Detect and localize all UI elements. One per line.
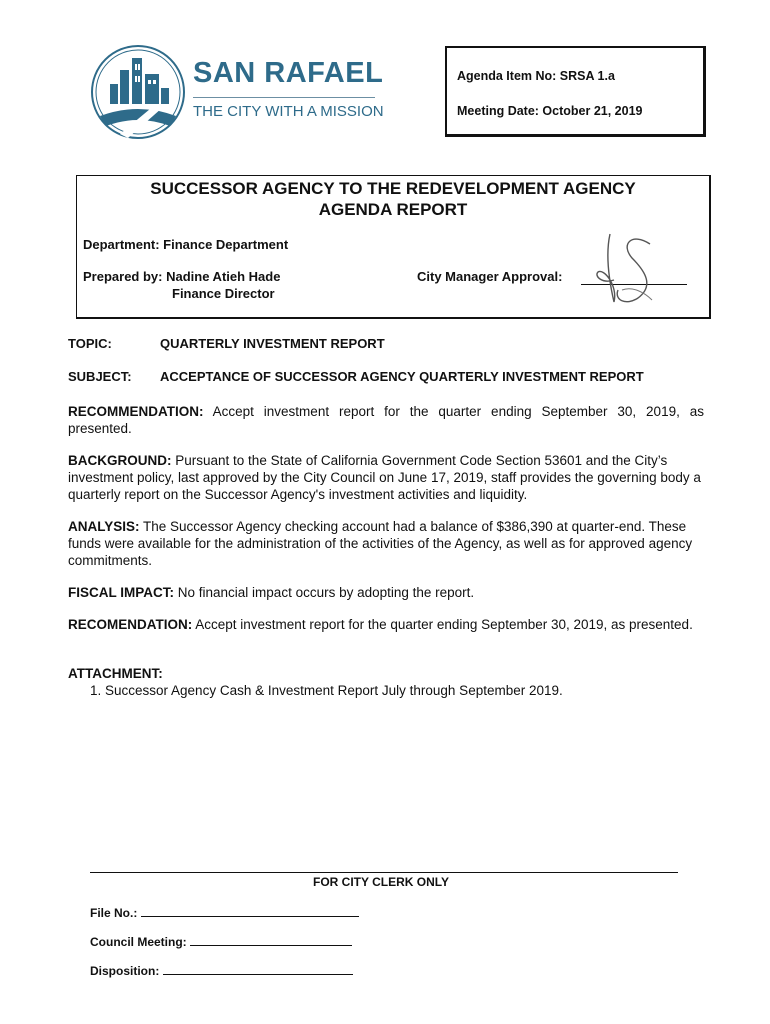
disposition-label: Disposition: <box>90 964 160 978</box>
analysis-text: The Successor Agency checking account had a balance of $386,390 at quarter-end. These funds were available for the administration of the activities of the Agency, as well as for approved agency commitments. <box>68 519 693 568</box>
meeting-date: Meeting Date: October 21, 2019 <box>457 104 643 118</box>
signature-icon <box>592 228 662 310</box>
file-number-field <box>90 905 359 920</box>
disposition-field <box>90 963 353 978</box>
city-logo <box>90 44 390 140</box>
disposition-line <box>163 963 353 975</box>
recomendation-text: Accept investment report for the quarter ending September 30, 2019, as presented. <box>195 617 693 632</box>
recomendation-section <box>68 616 704 633</box>
report-title-line1: SUCCESSOR AGENCY TO THE REDEVELOPMENT AGENCY <box>150 179 636 198</box>
fiscal-impact-section <box>68 584 704 601</box>
recommendation-text: Accept investment report for the quarter ending September 30, 2019, as presented. <box>68 404 704 436</box>
recommendation-label: RECOMMENDATION: <box>68 404 204 419</box>
file-number-line <box>141 905 359 917</box>
department: Department: Finance Department <box>83 237 289 252</box>
clerk-heading: FOR CITY CLERK ONLY <box>313 875 450 889</box>
topic-label: TOPIC: <box>68 336 112 351</box>
city-name: SAN RAFAEL <box>193 57 384 89</box>
background-label: BACKGROUND: <box>68 453 172 468</box>
file-number-label: File No.: <box>90 906 138 920</box>
agenda-info-box <box>445 46 706 137</box>
topic-value: QUARTERLY INVESTMENT REPORT <box>160 336 385 351</box>
background-text: Pursuant to the State of California Government Code Section 53601 and the City’s investment policy, last approved by the City Council on June 17, 2019, staff provides the governing body a quarterly report on the Successor Agency's investment activities and liquidity. <box>68 453 701 502</box>
fiscal-impact-label: FISCAL IMPACT: <box>68 585 174 600</box>
logo-divider <box>193 97 375 98</box>
city-manager-approval-label: City Manager Approval: <box>417 269 563 284</box>
city-seal-icon <box>90 44 186 140</box>
council-meeting-line <box>190 934 352 946</box>
subject-value: ACCEPTANCE OF SUCCESSOR AGENCY QUARTERLY INVESTMENT REPORT <box>160 369 644 384</box>
preparer-title: Finance Director <box>172 286 275 301</box>
recomendation-label: RECOMENDATION: <box>68 617 193 632</box>
fiscal-impact-text: No financial impact occurs by adopting the report. <box>177 585 475 600</box>
analysis-section <box>68 518 704 569</box>
background-section <box>68 452 704 503</box>
agenda-item-number: Agenda Item No: SRSA 1.a <box>457 69 615 83</box>
clerk-divider <box>90 872 678 873</box>
report-header-box <box>76 175 711 319</box>
analysis-label: ANALYSIS: <box>68 519 140 534</box>
prepared-by: Prepared by: Nadine Atieh Hade <box>83 269 281 284</box>
attachment-label: ATTACHMENT: <box>68 666 163 681</box>
council-meeting-label: Council Meeting: <box>90 935 187 949</box>
attachment-item: 1. Successor Agency Cash & Investment Report July through September 2019. <box>90 683 563 698</box>
report-title-line2: AGENDA REPORT <box>318 200 468 219</box>
council-meeting-field <box>90 934 352 949</box>
city-tagline: THE CITY WITH A MISSION <box>193 103 384 120</box>
subject-label: SUBJECT: <box>68 369 132 384</box>
recommendation-section <box>68 403 704 437</box>
